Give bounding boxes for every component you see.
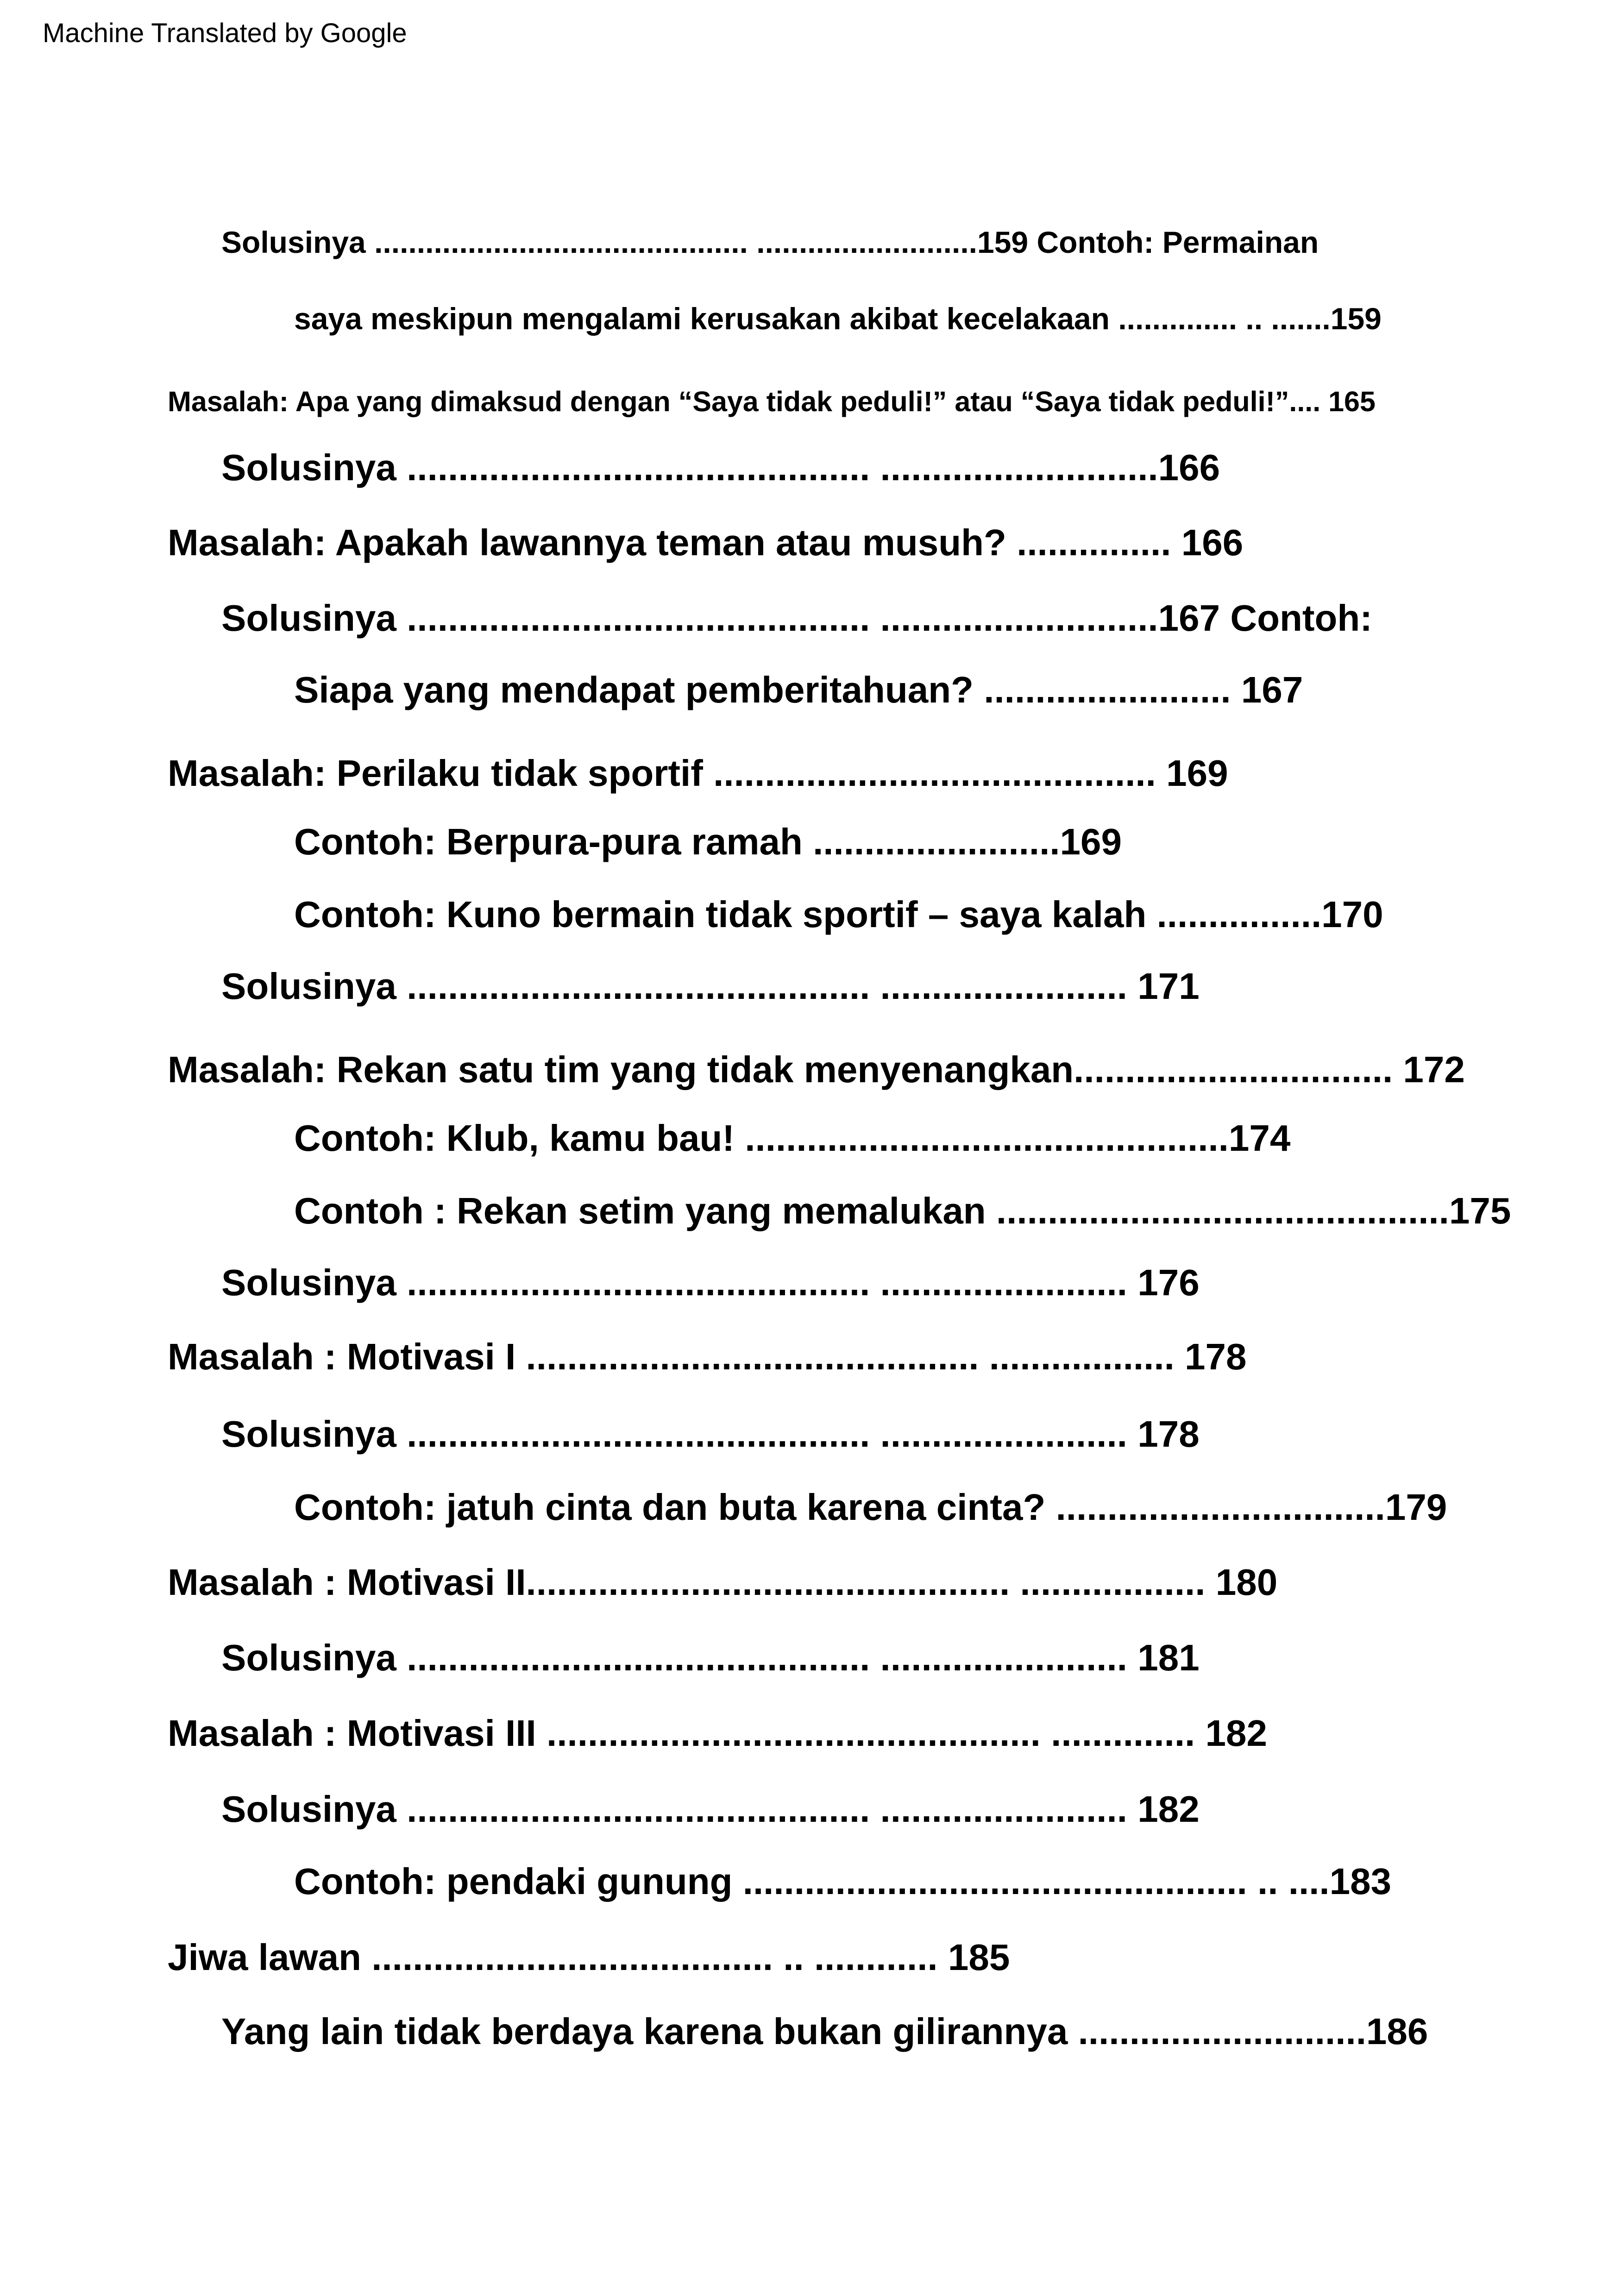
toc-entry: Solusinya ............................................. ........................ 181 [221,1637,1200,1678]
toc-entry: Contoh: Berpura-pura ramah ........................169 [294,821,1122,862]
toc-entry: Jiwa lawan ....................................... .. ............ 185 [168,1937,1010,1978]
toc-entry: Masalah : Motivasi III ................................................ .............. 182 [168,1713,1267,1754]
toc-entry: Yang lain tidak berdaya karena bukan gilirannya ............................186 [221,2011,1428,2052]
toc-entry: Masalah: Apa yang dimaksud dengan “Saya tidak peduli!” atau “Saya tidak peduli!”.... 165 [168,386,1376,417]
toc-entry: Solusinya ............................................. ........................ 176 [221,1262,1200,1303]
toc-entry: Masalah: Apakah lawannya teman atau musuh? ............... 166 [168,522,1244,563]
toc-entry: saya meskipun mengalami kerusakan akibat kecelakaan .............. .. .......159 [294,301,1382,336]
toc-entry: Siapa yang mendapat pemberitahuan? ........................ 167 [294,669,1303,710]
toc-entry: Contoh: Kuno bermain tidak sportif – saya kalah ................170 [294,894,1383,935]
toc-entry: Solusinya ............................................. ........................ 182 [221,1788,1200,1830]
toc-entry: Masalah: Rekan satu tim yang tidak menyenangkan............................... 172 [168,1049,1465,1090]
toc-entry: Solusinya ............................................. ...........................167 Contoh: [221,597,1372,639]
toc-entry: Contoh: Klub, kamu bau! ...............................................174 [294,1117,1291,1159]
toc-entry: Solusinya ............................................. ...........................166 [221,447,1220,488]
toc-entry: Masalah : Motivasi I ............................................ .................. 178 [168,1336,1247,1377]
machine-translation-banner: Machine Translated by Google [43,18,407,48]
toc-entry: Solusinya ............................................. ........................ 171 [221,966,1200,1007]
toc-entry: Solusinya ............................................. ........................ 178 [221,1413,1200,1455]
toc-entry: Masalah: Perilaku tidak sportif ........................................... 169 [168,753,1228,794]
toc-entry: Contoh: pendaki gunung ................................................. .. ....183 [294,1861,1392,1902]
toc-entry: Contoh : Rekan setim yang memalukan ............................................175 [294,1190,1511,1231]
toc-entry: Masalah : Motivasi II............................................... .................. 180 [168,1562,1278,1603]
toc-entry: Contoh: jatuh cinta dan buta karena cinta? ................................179 [294,1487,1447,1528]
toc-entry: Solusinya ............................................ ..........................159 Contoh: Permainan [221,225,1319,259]
